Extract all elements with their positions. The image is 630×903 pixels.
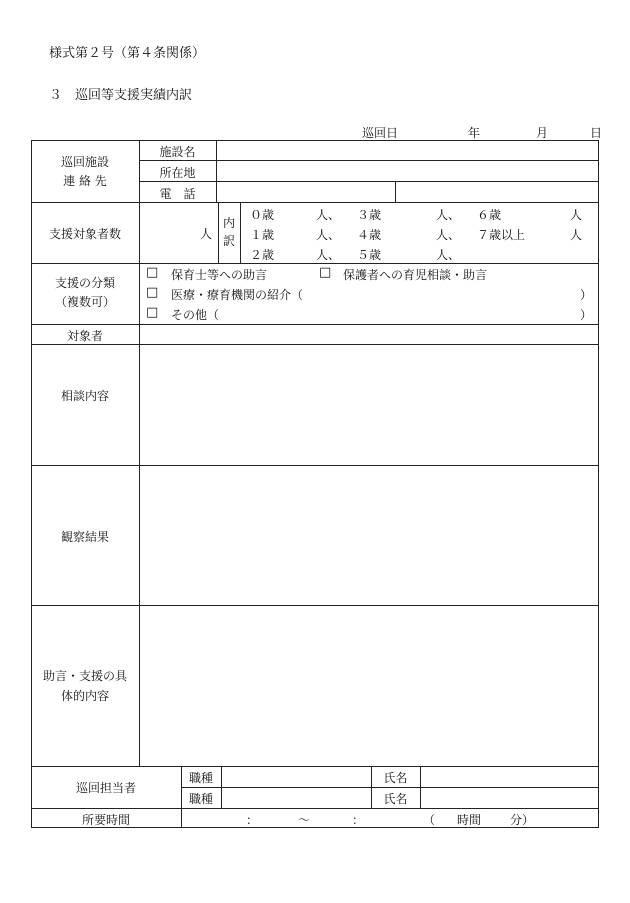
- time-label: 所要時間: [81, 813, 130, 827]
- target-total-unit: 人: [200, 227, 213, 241]
- facility-address-field[interactable]: [217, 161, 598, 180]
- option-nursery-advice: 保育士等への助言: [171, 268, 268, 282]
- age0-unit: 人、: [316, 208, 341, 222]
- checkbox-medical-referral[interactable]: □: [146, 285, 159, 300]
- date-year: 年: [468, 126, 481, 140]
- option-parent-consultation: 保護者への育児相談・助言: [343, 268, 488, 282]
- facility-address-label: 所在地: [159, 166, 196, 180]
- age5-label: ５歳: [357, 248, 382, 262]
- age7plus-unit: 人: [570, 228, 583, 242]
- other-close: ）: [580, 308, 593, 322]
- checkbox-nursery-advice[interactable]: □: [146, 265, 159, 280]
- time-start-colon: ：: [246, 813, 259, 827]
- breakdown-label-2: 訳: [222, 234, 235, 248]
- time-open-paren: （: [423, 813, 436, 827]
- staff-job-field-1[interactable]: [222, 767, 370, 786]
- age7plus-label: ７歳以上: [477, 228, 526, 242]
- form-number: 様式第２号（第４条関係）: [49, 46, 206, 61]
- staff-job-label-1: 職種: [188, 771, 213, 785]
- classification-label: [31, 274, 139, 312]
- checkbox-other[interactable]: □: [146, 305, 159, 320]
- time-hours-label: 時間: [457, 813, 482, 827]
- age4-label: ４歳: [357, 228, 382, 242]
- subject-field[interactable]: [140, 325, 598, 343]
- advice-label: [31, 666, 139, 706]
- staff-name-field-2[interactable]: [421, 788, 598, 807]
- time-end-colon: ：: [352, 813, 365, 827]
- staff-label: 巡回担当者: [75, 781, 136, 795]
- medical-referral-close: ）: [580, 288, 593, 302]
- age2-label: ２歳: [250, 248, 275, 262]
- date-label: 巡回日: [362, 126, 399, 140]
- subject-label: 対象者: [66, 329, 103, 343]
- facility-name-label: 施設名: [159, 145, 196, 159]
- facility-heading-line2: 連 絡 先: [63, 174, 107, 188]
- age6-label: ６歳: [477, 208, 502, 222]
- age6-unit: 人: [570, 208, 583, 222]
- facility-phone-label: 電 話: [159, 187, 196, 201]
- staff-job-field-2[interactable]: [222, 788, 370, 807]
- date-month: 月: [536, 126, 549, 140]
- time-tilde: 〜: [298, 813, 311, 827]
- advice-label-line2: 体的内容: [60, 689, 109, 703]
- facility-heading: [31, 153, 139, 191]
- advice-field[interactable]: [140, 606, 598, 765]
- staff-name-label-2: 氏名: [383, 792, 408, 806]
- facility-heading-line1: 巡回施設: [60, 155, 109, 169]
- age5-unit: 人、: [436, 248, 461, 262]
- observation-label: 観察結果: [60, 530, 109, 544]
- staff-name-field-1[interactable]: [421, 767, 598, 786]
- age2-unit: 人、: [316, 248, 341, 262]
- time-minutes-label: 分）: [510, 813, 535, 827]
- age4-unit: 人、: [436, 228, 461, 242]
- breakdown-label-1: 内: [222, 216, 235, 230]
- facility-extra-field[interactable]: [396, 182, 598, 201]
- classification-label-line1: 支援の分類: [54, 276, 115, 290]
- age3-unit: 人、: [436, 208, 461, 222]
- facility-phone-field[interactable]: [217, 182, 394, 201]
- section-title: ３ 巡回等支援実績内訳: [49, 88, 193, 103]
- staff-name-label-1: 氏名: [383, 771, 408, 785]
- consultation-label: 相談内容: [60, 389, 109, 403]
- advice-label-line1: 助言・支援の具: [42, 669, 127, 683]
- consultation-field[interactable]: [140, 345, 598, 464]
- age0-label: ０歳: [250, 208, 275, 222]
- option-medical-referral: 医療・療育機関の紹介（: [171, 288, 304, 302]
- option-other: その他（: [171, 308, 220, 322]
- checkbox-parent-consultation[interactable]: □: [319, 265, 332, 280]
- observation-field[interactable]: [140, 466, 598, 604]
- age1-label: １歳: [250, 228, 275, 242]
- age3-label: ３歳: [357, 208, 382, 222]
- age1-unit: 人、: [316, 228, 341, 242]
- target-count-label: 支援対象者数: [48, 227, 121, 241]
- staff-job-label-2: 職種: [188, 792, 213, 806]
- date-day: 日: [590, 126, 603, 140]
- classification-label-line2: （複数可）: [54, 295, 115, 309]
- facility-name-field[interactable]: [217, 141, 598, 160]
- breakdown-label: [218, 214, 240, 250]
